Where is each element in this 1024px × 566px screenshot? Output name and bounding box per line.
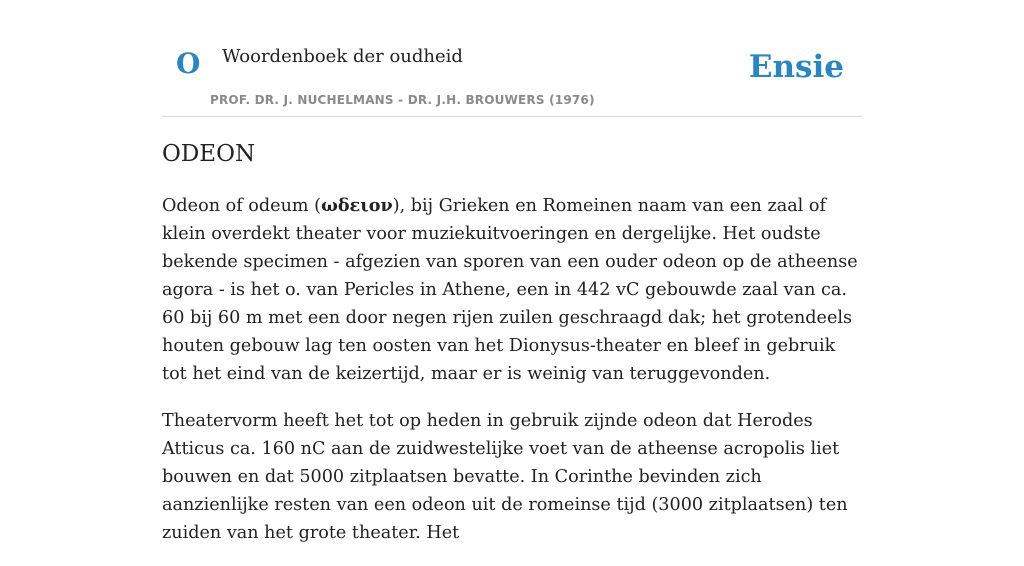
letter-index[interactable]: O bbox=[176, 47, 201, 80]
greek-term: ωδειον bbox=[321, 195, 393, 216]
paragraph-1-rest: ), bij Grieken en Romeinen naam van een zaal of klein overdekt theater voor muziekuitvoeringen en dergelijke. Het oudste bekende specimen - afgezien van sporen van een ouder odeon op de atheense agora - is het o. van Pericles in Athene, een in 442 vC gebouwde zaal van ca. 60 bij 60 m met een door negen rijen zuilen geschraagd dak; het grotendeels houten gebouw lag ten oosten van het Dionysus-theater en bleef in gebruik tot het eind van de keizertijd, maar er is weinig van teruggevonden. bbox=[162, 196, 858, 384]
book-authors: PROF. DR. J. NUCHELMANS - DR. J.H. BROUWERS (1976) bbox=[210, 93, 595, 107]
book-title[interactable]: Woordenboek der oudheid bbox=[222, 46, 463, 67]
header bbox=[162, 0, 862, 117]
paragraph-2: Theatervorm heeft het tot op heden in gebruik zijnde odeon dat Herodes Atticus ca. 160 nC aan de zuidwestelijke voet van de atheense acropolis liet bouwen en dat 5000 zitplaatsen bevatte. In Corinthe bevinden zich aanzienlijke resten van een odeon uit de romeinse tijd (3000 zitplaatsen) ten zuiden van het grote theater. Het bbox=[162, 411, 848, 543]
paragraph-1-start: Odeon of odeum ( bbox=[162, 196, 322, 216]
paragraph-1 bbox=[162, 192, 862, 388]
entry-title: ODEON bbox=[162, 141, 256, 167]
entry-content bbox=[162, 192, 862, 566]
brand-logo-link[interactable]: Ensie bbox=[748, 49, 844, 85]
